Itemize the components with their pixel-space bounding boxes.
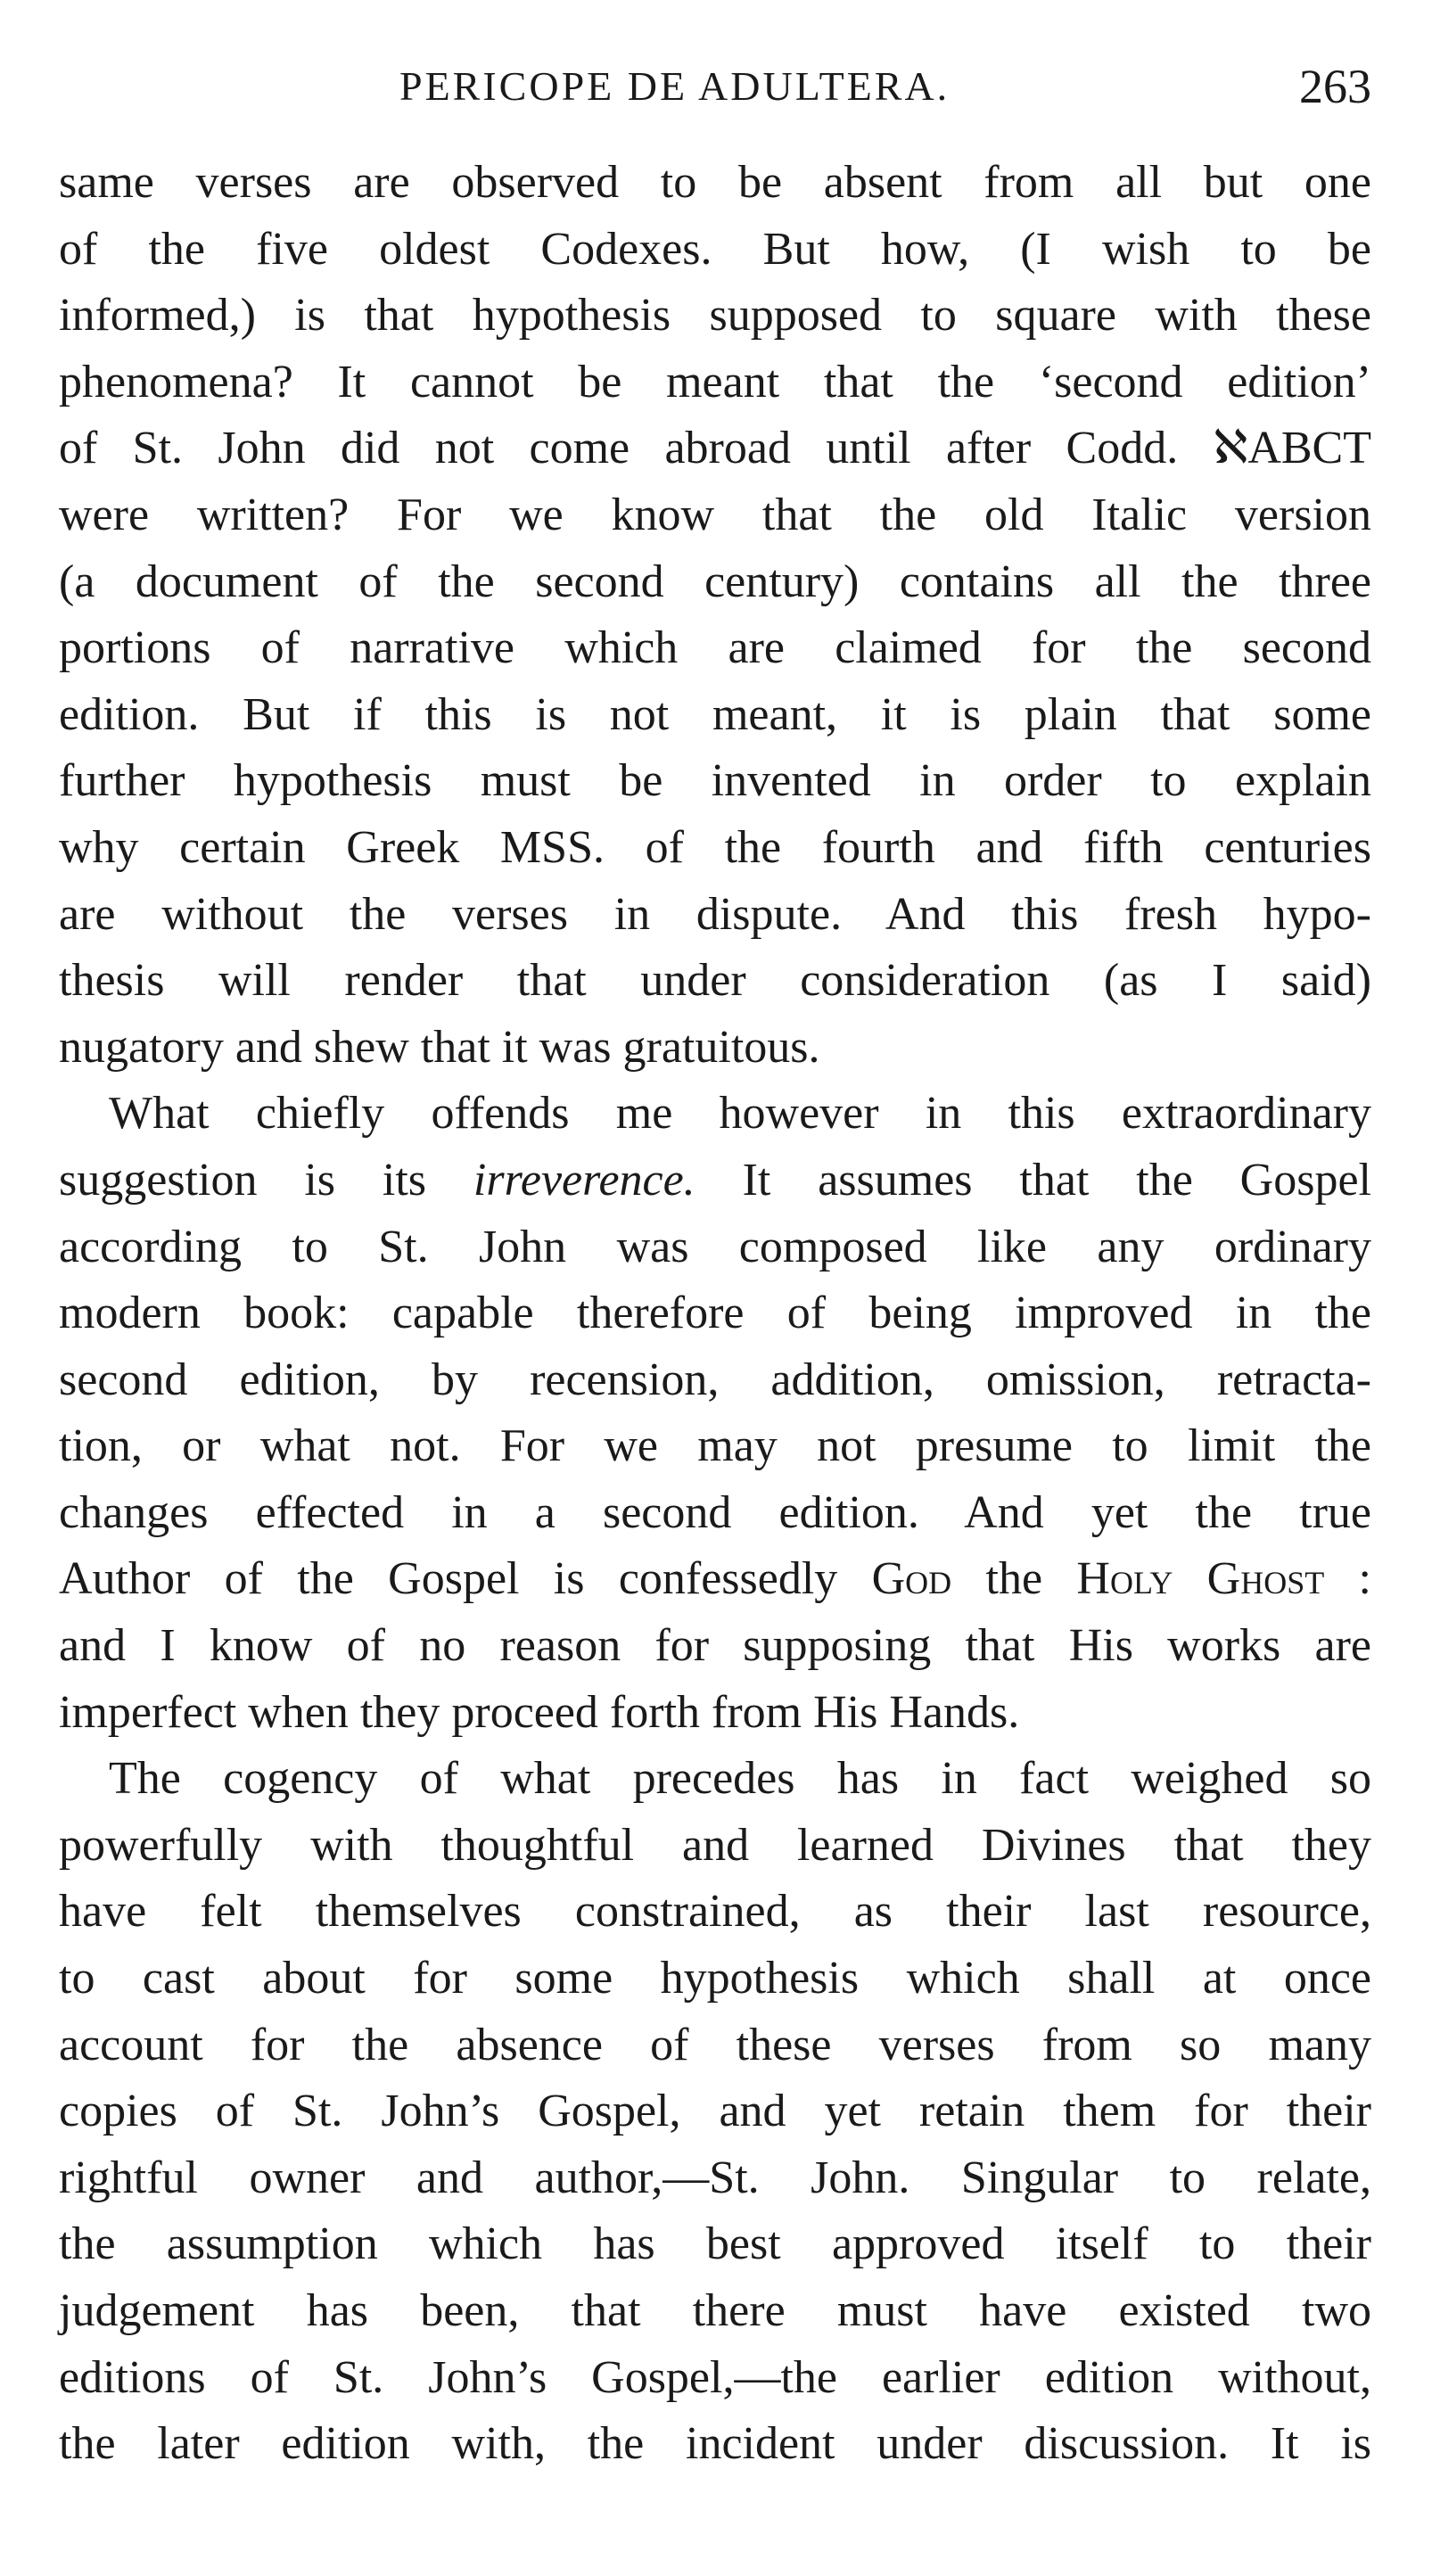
text-fragment: suggestion is its — [59, 1154, 473, 1206]
text-line: have felt themselves constrained, as their last resource, — [59, 1886, 1371, 1938]
text-line: The cogency of what precedes has in fact weighed so — [109, 1753, 1371, 1805]
text-line: portions of narrative which are claimed for the second — [59, 622, 1371, 674]
text-line-with-small-caps — [59, 1546, 1371, 1613]
text-line: (a document of the second century) contains all the three — [59, 556, 1371, 607]
paragraph-2 — [59, 1081, 1371, 1746]
text-line: tion, or what not. For we may not presume to limit the — [59, 1420, 1371, 1472]
paragraph-1 — [59, 150, 1371, 1081]
paragraph-3 — [59, 1746, 1371, 2478]
text-line: were written? For we know that the old Italic version — [59, 489, 1371, 540]
text-fragment: the — [951, 1553, 1077, 1605]
text-line: why certain Greek MSS. of the fourth and fifth centuries — [59, 821, 1371, 873]
text-line-with-emphasis — [59, 1148, 1371, 1214]
text-line: the assumption which has best approved itself to their — [59, 2218, 1371, 2270]
text-line: the later edition with, the incident under discussion. It is — [59, 2418, 1371, 2470]
text-line: second edition, by recension, addition, omission, retracta- — [59, 1354, 1371, 1405]
text-line: of St. John did not come abroad until after Codd. ℵABCT — [59, 423, 1371, 474]
text-line: to cast about for some hypothesis which shall at once — [59, 1953, 1371, 2004]
text-line: edition. But if this is not meant, it is plain that some — [59, 688, 1371, 740]
text-line: informed,) is that hypothesis supposed to square with these — [59, 290, 1371, 342]
text-line: powerfully with thoughtful and learned Divines that they — [59, 1819, 1371, 1871]
text-line: same verses are observed to be absent from all but one — [59, 157, 1371, 208]
text-line: account for the absence of these verses from so many — [59, 2019, 1371, 2070]
page-header — [59, 46, 1371, 127]
text-line: What chiefly offends me however in this extraordinary — [109, 1088, 1371, 1140]
text-line: phenomena? It cannot be meant that the ‘second edition’ — [59, 356, 1371, 407]
small-caps-word: Holy Ghost — [1076, 1553, 1325, 1605]
text-line: editions of St. John’s Gospel,—the earlier edition without, — [59, 2351, 1371, 2403]
text-line: according to St. John was composed like any ordinary — [59, 1221, 1371, 1272]
text-line: judgement has been, that there must have existed two — [59, 2285, 1371, 2336]
text-line: changes effected in a second edition. And yet the true — [59, 1486, 1371, 1538]
page-number: 263 — [1299, 60, 1371, 113]
text-line: copies of St. John’s Gospel, and yet retain them for their — [59, 2086, 1371, 2137]
text-line: further hypothesis must be invented in order to explain — [59, 755, 1371, 807]
text-line: rightful owner and author,—St. John. Singular to relate, — [59, 2152, 1371, 2203]
text-line: nugatory and shew that it was gratuitous. — [59, 1021, 820, 1073]
text-line: and I know of no reason for supposing that His works are — [59, 1620, 1371, 1672]
text-line: of the five oldest Codexes. But how, (I wish to be — [59, 223, 1371, 275]
body-text — [59, 150, 1371, 2478]
text-line: are without the verses in dispute. And this fresh hypo- — [59, 888, 1371, 940]
emphasized-word: irreverence. — [473, 1154, 695, 1206]
running-title: PERICOPE DE ADULTERA. — [399, 63, 951, 109]
text-line: thesis will render that under consideration (as I said) — [59, 955, 1371, 1007]
text-fragment: It assumes that the Gospel — [695, 1154, 1371, 1206]
text-line: modern book: capable therefore of being improved in the — [59, 1288, 1371, 1339]
text-line: imperfect when they proceed forth from His Hands. — [59, 1686, 1020, 1738]
small-caps-word: God — [871, 1553, 952, 1605]
text-fragment: : — [1324, 1553, 1371, 1605]
text-fragment: Author of the Gospel is confessedly — [59, 1553, 872, 1605]
